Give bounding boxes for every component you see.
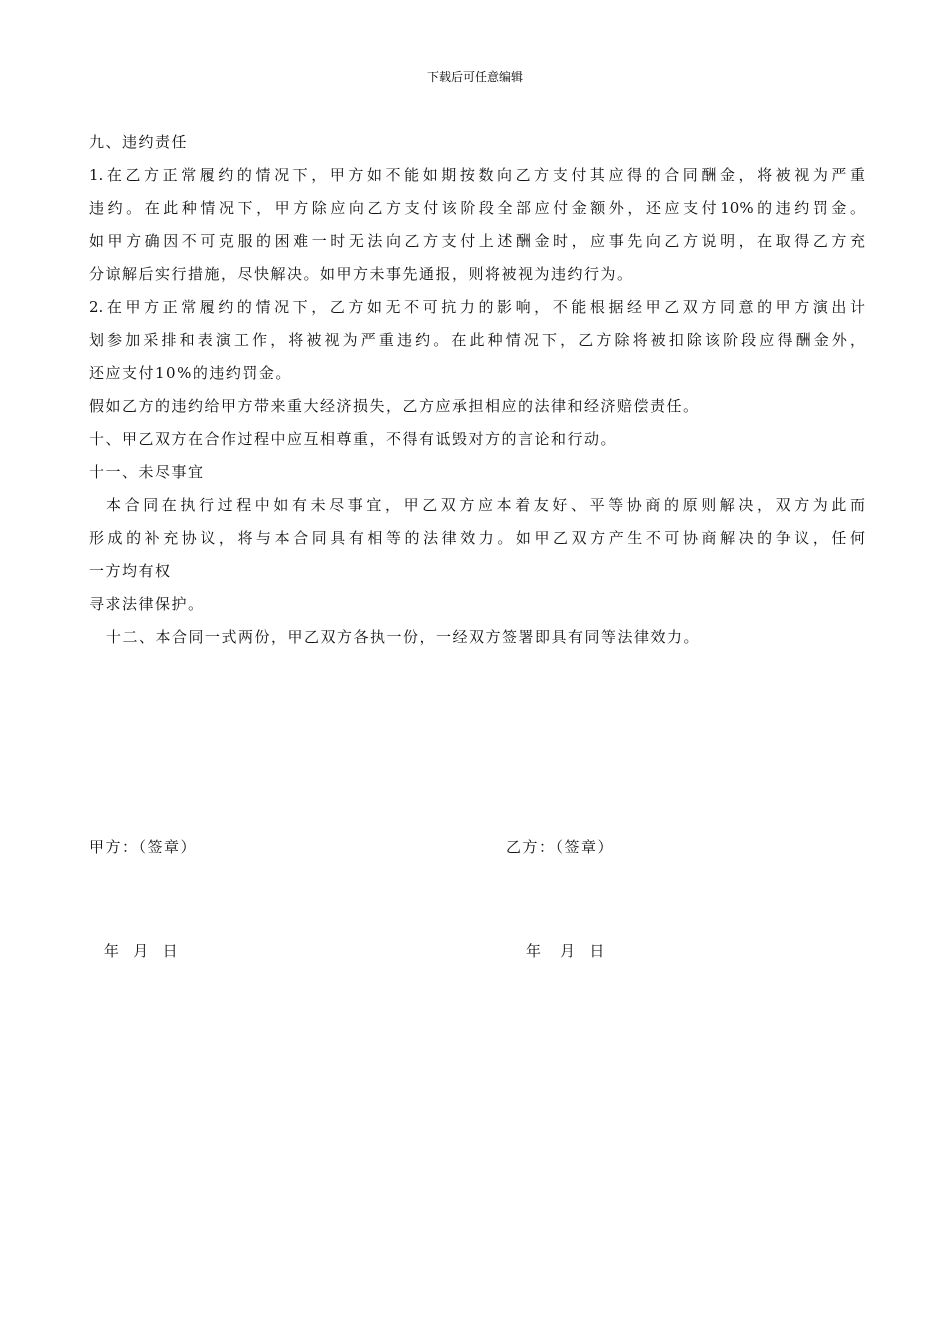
paragraph-line: 一方均有权 (89, 562, 172, 580)
section-heading-copies: 十二、本合同一式两份，甲乙双方各执一份，一经双方签署即具有同等法律效力。 (106, 628, 701, 646)
section-heading-respect: 十、甲乙双方在合作过程中应互相尊重，不得有诋毁对方的言论和行动。 (89, 430, 618, 448)
paragraph-line: 寻求法律保护。 (89, 595, 205, 613)
contract-body (89, 126, 865, 654)
paragraph-line: 分谅解后实行措施，尽快解决。如甲方未事先通报，则将被视为违约行为。 (89, 265, 634, 283)
paragraph-line: 2.在甲方正常履约的情况下，乙方如无不可抗力的影响，不能根据经甲乙双方同意的甲方演出计 (89, 298, 865, 316)
party-b-signature-label: 乙方：（签章） (506, 838, 615, 856)
paragraph-line: 划参加采排和表演工作，将被视为严重违约。在此种情况下，乙方除将被扣除该阶段应得酬金外， (89, 331, 865, 349)
paragraph-line: 1.在乙方正常履约的情况下，甲方如不能如期按数向乙方支付其应得的合同酬金，将被视为严重 (89, 166, 865, 184)
paragraph-line: 还应支付10%的违约罚金。 (89, 364, 292, 382)
paragraph-line: 形成的补充协议，将与本合同具有相等的法律效力。如甲乙双方产生不可协商解决的争议，任何 (89, 529, 865, 547)
paragraph-line: 本合同在执行过程中如有未尽事宜，甲乙双方应本着友好、平等协商的原则解决，双方为此而 (106, 496, 865, 514)
paragraph-line: 违约。在此种情况下，甲方除应向乙方支付该阶段全部应付金额外，还应支付10%的违约罚金。 (89, 199, 865, 217)
paragraph-line: 如甲方确因不可克服的困难一时无法向乙方支付上述酬金时，应事先向乙方说明，在取得乙方充 (89, 232, 865, 250)
party-b-date: 年 月 日 (526, 942, 605, 960)
party-a-signature-label: 甲方：（签章） (89, 838, 198, 856)
header-note: 下载后可任意编辑 (426, 70, 523, 84)
party-a-date: 年 月 日 (104, 942, 178, 960)
paragraph-line: 假如乙方的违约给甲方带来重大经济损失，乙方应承担相应的法律和经济赔偿责任。 (89, 397, 700, 415)
section-heading-outstanding: 十一、未尽事宜 (89, 463, 205, 481)
section-heading-breach: 九、违约责任 (89, 133, 189, 151)
